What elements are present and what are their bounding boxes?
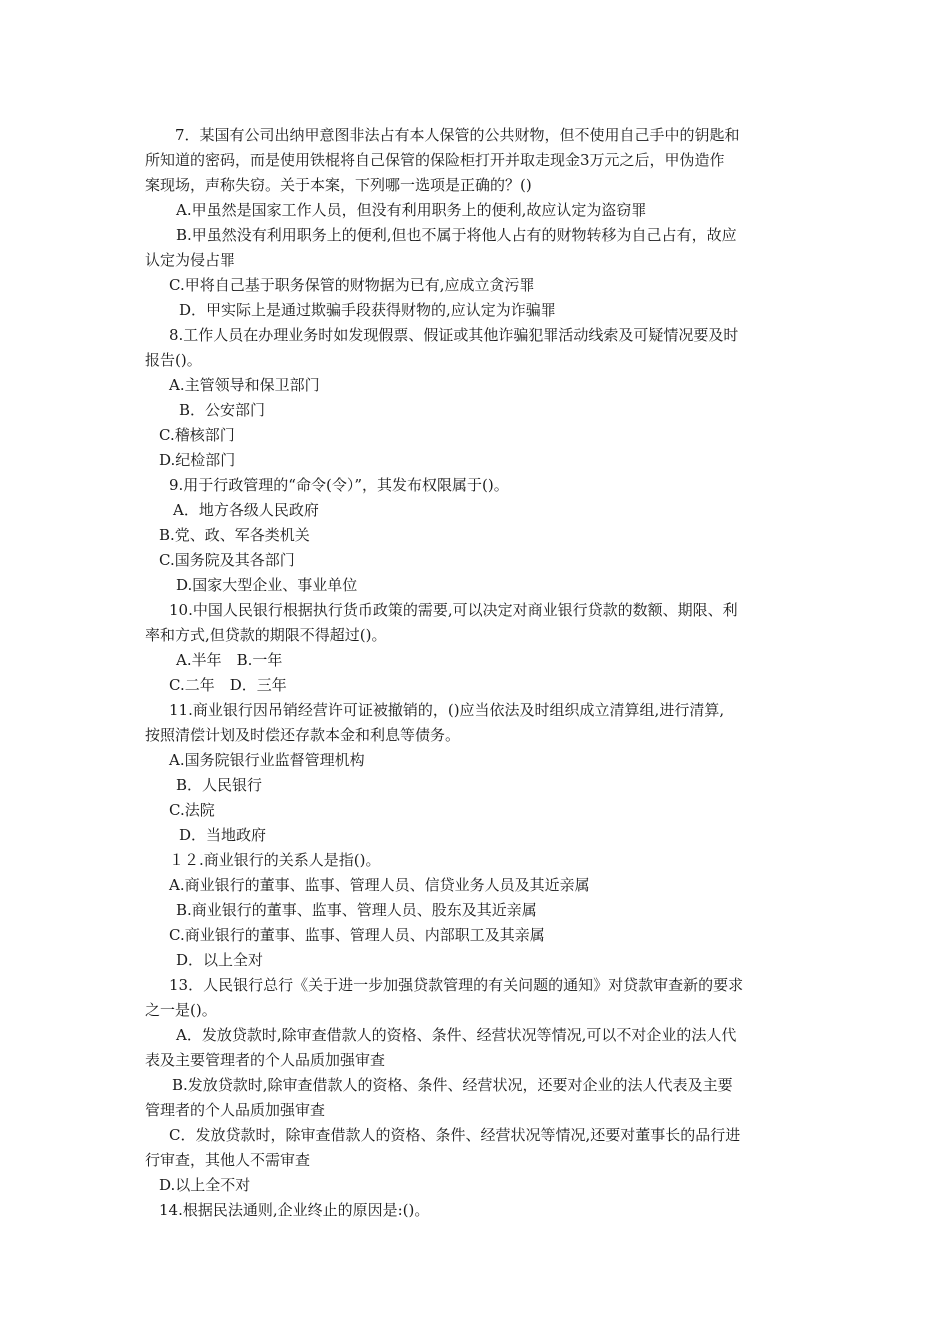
question-7-stem-line-3: 案现场，声称失窃。关于本案，下列哪一选项是正确的？() (145, 176, 532, 194)
question-11-option-b: B．人民银行 (176, 776, 263, 794)
question-8-option-b: B．公安部门 (179, 401, 266, 419)
question-13-option-c-line-2: 行审查，其他人不需审查 (145, 1151, 311, 1169)
question-8-option-c: C.稽核部门 (159, 426, 235, 444)
question-9-option-c: C.国务院及其各部门 (159, 551, 295, 569)
question-13-option-d: D.以上全不对 (159, 1176, 251, 1194)
question-13-option-c-line-1: C．发放贷款时，除审查借款人的资格、条件、经营状况等情况,还要对董事长的品行进 (169, 1126, 741, 1144)
question-11-option-a: A.国务院银行业监督管理机构 (169, 751, 365, 769)
question-13-option-a-line-2: 表及主要管理者的个人品质加强审查 (145, 1051, 386, 1069)
question-8-stem-line-2: 报告()。 (145, 351, 202, 369)
question-10-stem-line-2: 率和方式,但贷款的期限不得超过()。 (145, 626, 387, 644)
question-12-stem: １２.商业银行的关系人是指()。 (169, 851, 381, 869)
question-7-option-c: C.甲将自己基于职务保管的财物据为已有,应成立贪污罪 (169, 276, 535, 294)
question-8-option-a: A.主管领导和保卫部门 (169, 376, 320, 394)
question-12-option-c: C.商业银行的董事、监事、管理人员、内部职工及其亲属 (169, 926, 545, 944)
question-13-option-b-line-1: B.发放贷款时,除审查借款人的资格、条件、经营状况，还要对企业的法人代表及主要 (172, 1076, 733, 1094)
question-13-option-b-line-2: 管理者的个人品质加强审查 (145, 1101, 326, 1119)
question-10-stem-line-1: 10.中国人民银行根据执行货币政策的需要,可以决定对商业银行贷款的数额、期限、利 (169, 601, 738, 619)
question-13-stem-line-1: 13．人民银行总行《关于进一步加强贷款管理的有关问题的通知》对贷款审查新的要求 (169, 976, 744, 994)
question-9-option-a: A．地方各级人民政府 (173, 501, 319, 519)
question-11-stem-line-2: 按照清偿计划及时偿还存款本金和利息等债务。 (145, 726, 461, 744)
question-9-stem: 9.用于行政管理的“命令(令）”，其发布权限属于()。 (169, 476, 509, 494)
question-13-option-a-line-1: A．发放贷款时,除审查借款人的资格、条件、经营状况等情况,可以不对企业的法人代 (176, 1026, 737, 1044)
question-10-option-cd: C.二年 D．三年 (169, 676, 287, 694)
question-14-stem: 14.根据民法通则,企业终止的原因是:()。 (159, 1201, 430, 1219)
question-11-option-d: D．当地政府 (179, 826, 267, 844)
question-12-option-d: D．以上全对 (176, 951, 264, 969)
question-9-option-d: D.国家大型企业、事业单位 (176, 576, 358, 594)
question-7-option-b-line-2: 认定为侵占罪 (145, 251, 236, 269)
question-13-stem-line-2: 之一是()。 (145, 1001, 217, 1019)
question-10-option-ab: A.半年 B.一年 (176, 651, 283, 669)
question-11-option-c: C.法院 (169, 801, 215, 819)
question-9-option-b: B.党、政、军各类机关 (159, 526, 310, 544)
question-8-stem-line-1: 8.工作人员在办理业务时如发现假票、假证或其他诈骗犯罪活动线索及可疑情况要及时 (169, 326, 739, 344)
document-body (145, 123, 810, 1223)
question-12-option-b: B.商业银行的董事、监事、管理人员、股东及其近亲属 (176, 901, 537, 919)
question-7-stem-line-2: 所知道的密码，而是使用铁棍将自己保管的保险柜打开并取走现金3万元之后，甲伪造作 (145, 151, 725, 169)
question-7-option-b-line-1: B.甲虽然没有利用职务上的便利,但也不属于将他人占有的财物转移为自己占有，故应 (176, 226, 737, 244)
question-7-option-d: D．甲实际上是通过欺骗手段获得财物的,应认定为诈骗罪 (179, 301, 556, 319)
question-11-stem-line-1: 11.商业银行因吊销经营许可证被撤销的，()应当依法及时组织成立清算组,进行清算, (169, 701, 725, 719)
question-12-option-a: A.商业银行的董事、监事、管理人员、信贷业务人员及其近亲属 (169, 876, 590, 894)
question-7-stem-line-1: 7．某国有公司出纳甲意图非法占有本人保管的公共财物，但不使用自己手中的钥匙和 (175, 126, 740, 144)
question-8-option-d: D.纪检部门 (159, 451, 236, 469)
question-7-option-a: A.甲虽然是国家工作人员，但没有利用职务上的便利,故应认定为盗窃罪 (176, 201, 647, 219)
